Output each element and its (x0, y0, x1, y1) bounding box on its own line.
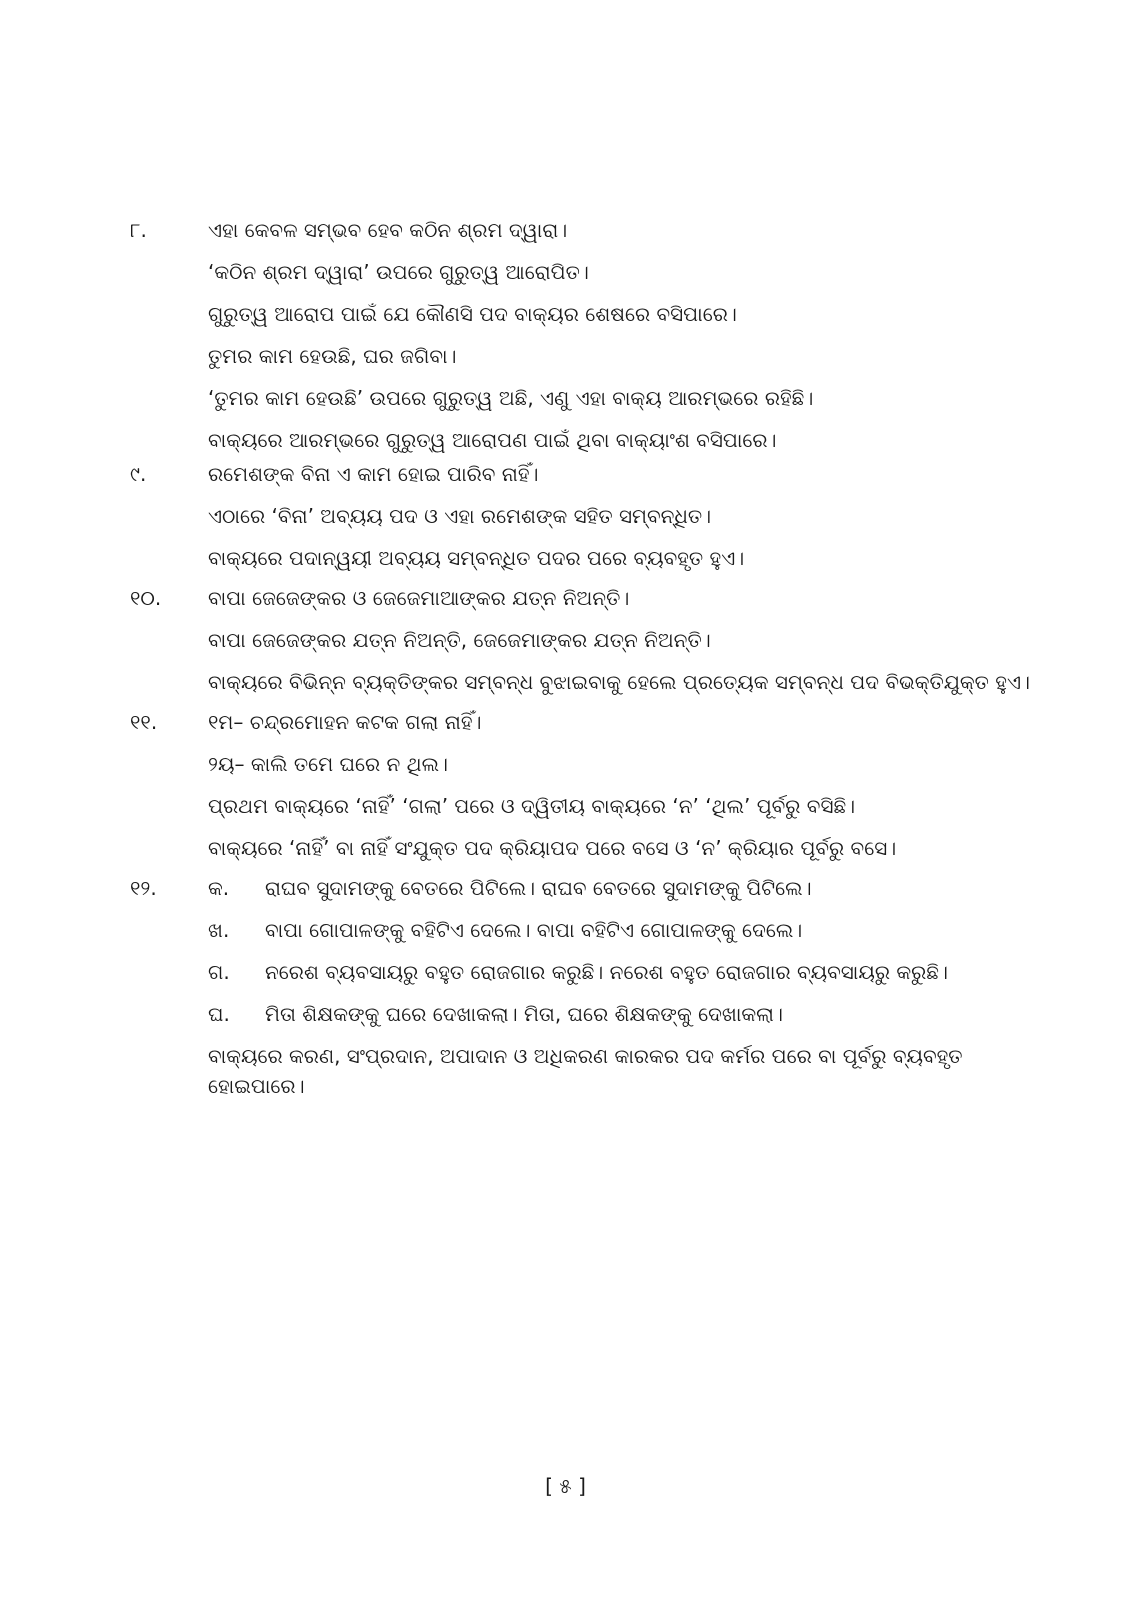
item-number: ୧୨. (130, 876, 157, 900)
subitem-text: ରାଘବ ସୁଦାମଙ୍କୁ ବେତରେ ପିଟିଲେ। ରାଘବ ବେତରେ ସୁଦାମଙ୍କୁ ପିଟିଲେ। (265, 876, 812, 900)
item-line: ବାକ୍ୟରେ ‘ନାହିଁ’ ବା ନାହିଁ ସଂଯୁକ୍ତ ପଦ କ୍ରିୟାପଦ ପରେ ବସେ ଓ ‘ନ’ କ୍ରିୟାର ପୂର୍ବରୁ ବସେ। (208, 836, 897, 860)
subitem-text: ବାପା ଗୋପାଳଙ୍କୁ ବହିଟିଏ ଦେଲେ। ବାପା ବହିଟିଏ ଗୋପାଳଙ୍କୁ ଦେଲେ। (265, 918, 803, 942)
item-line: ରମେଶଙ୍କ ବିନା ଏ କାମ ହୋଇ ପାରିବ ନାହିଁ। (208, 462, 539, 486)
item-number: ୮. (130, 218, 147, 242)
page-number: [ ୫ ] (545, 1474, 586, 1498)
item-line: ଏଠାରେ ‘ବିନା’ ଅବ୍ୟୟ ପଦ ଓ ଏହା ରମେଶଙ୍କ ସହିତ ସମ୍ବନ୍ଧିତ। (208, 504, 712, 528)
subitem-text: ନରେଶ ବ୍ୟବସାୟରୁ ବହୁତ ରୋଜଗାର କରୁଛି। ନରେଶ ବହୁତ ରୋଜଗାର ବ୍ୟବସାୟରୁ କରୁଛି। (265, 960, 948, 984)
subitem-letter: କ. (208, 876, 230, 900)
item-line: ୧ମ– ଚନ୍ଦ୍ରମୋହନ କଟକ ଗଲା ନାହିଁ। (208, 710, 482, 734)
subitem-letter: ଗ. (208, 960, 230, 984)
conclusion-line: ବାକ୍ୟରେ କରଣ, ସଂପ୍ରଦାନ, ଅପାଦାନ ଓ ଅଧିକରଣ କାରକର ପଦ କର୍ମର ପରେ ବା ପୂର୍ବରୁ ବ୍ୟବହୃତ (208, 1044, 963, 1068)
item-line: ଗୁରୁତ୍ୱ ଆରୋପ ପାଇଁ ଯେ କୌଣସି ପଦ ବାକ୍ୟର ଶେଷରେ ବସିପାରେ। (208, 302, 737, 326)
item-number: ୧୦. (130, 586, 162, 610)
item-line: ବାକ୍ୟରେ ପଦାନ୍ୱୟୀ ଅବ୍ୟୟ ସମ୍ବନ୍ଧିତ ପଦର ପରେ ବ୍ୟବହୃତ ହୁଏ। (208, 546, 745, 570)
item-line: ବାପା ଜେଜେଙ୍କର ଓ ଜେଜେମାଆଙ୍କର ଯତ୍ନ ନିଅନ୍ତି। (208, 586, 630, 610)
item-line: ବାପା ଜେଜେଙ୍କର ଯତ୍ନ ନିଅନ୍ତି, ଜେଜେମାଙ୍କର ଯତ୍ନ ନିଅନ୍ତି। (208, 628, 711, 652)
item-line: ତୁମର କାମ ହେଉଛି, ଘର ଜଗିବା। (208, 344, 457, 368)
item-number: ୯. (130, 462, 147, 486)
item-line: ୨ୟ– କାଲି ତମେ ଘରେ ନ ଥିଲ। (208, 752, 449, 776)
item-line: ବାକ୍ୟରେ ଆରମ୍ଭରେ ଗୁରୁତ୍ୱ ଆରୋପଣ ପାଇଁ ଥିବା ବାକ୍ୟାଂଶ ବସିପାରେ। (208, 428, 777, 452)
item-line: ପ୍ରଥମ ବାକ୍ୟରେ ‘ନାହିଁ’ ‘ଗଲା’ ପରେ ଓ ଦ୍ୱିତୀୟ ବାକ୍ୟରେ ‘ନ’ ‘ଥିଲ’ ପୂର୍ବରୁ ବସିଛି। (208, 794, 856, 818)
item-line: ବାକ୍ୟରେ ବିଭିନ୍ନ ବ୍ୟକ୍ତିଙ୍କର ସମ୍ବନ୍ଧ ବୁଝାଇବାକୁ ହେଲେ ପ୍ରତ୍ୟେକ ସମ୍ବନ୍ଧ ପଦ ବିଭକ୍ତିଯୁକ୍ତ ହୁଏ। (208, 670, 1031, 694)
item-line: ଏହା କେବଳ ସମ୍ଭବ ହେବ କଠିନ ଶ୍ରମ ଦ୍ୱାରା। (208, 218, 568, 242)
item-line: ‘ତୁମର କାମ ହେଉଛି’ ଉପରେ ଗୁରୁତ୍ୱ ଅଛି, ଏଣୁ ଏହା ବାକ୍ୟ ଆରମ୍ଭରେ ରହିଛି। (208, 386, 814, 410)
subitem-letter: ଘ. (208, 1002, 230, 1026)
subitem-text: ମିତା ଶିକ୍ଷକଙ୍କୁ ଘରେ ଦେଖାକଲା। ମିତା, ଘରେ ଶିକ୍ଷକଙ୍କୁ ଦେଖାକଲା। (265, 1002, 783, 1026)
conclusion-line: ହୋଇପାରେ। (208, 1074, 305, 1098)
item-line: ‘କଠିନ ଶ୍ରମ ଦ୍ୱାରା’ ଉପରେ ଗୁରୁତ୍ୱ ଆରୋପିତ। (208, 260, 589, 284)
subitem-letter: ଖ. (208, 918, 230, 942)
item-number: ୧୧. (130, 710, 158, 734)
